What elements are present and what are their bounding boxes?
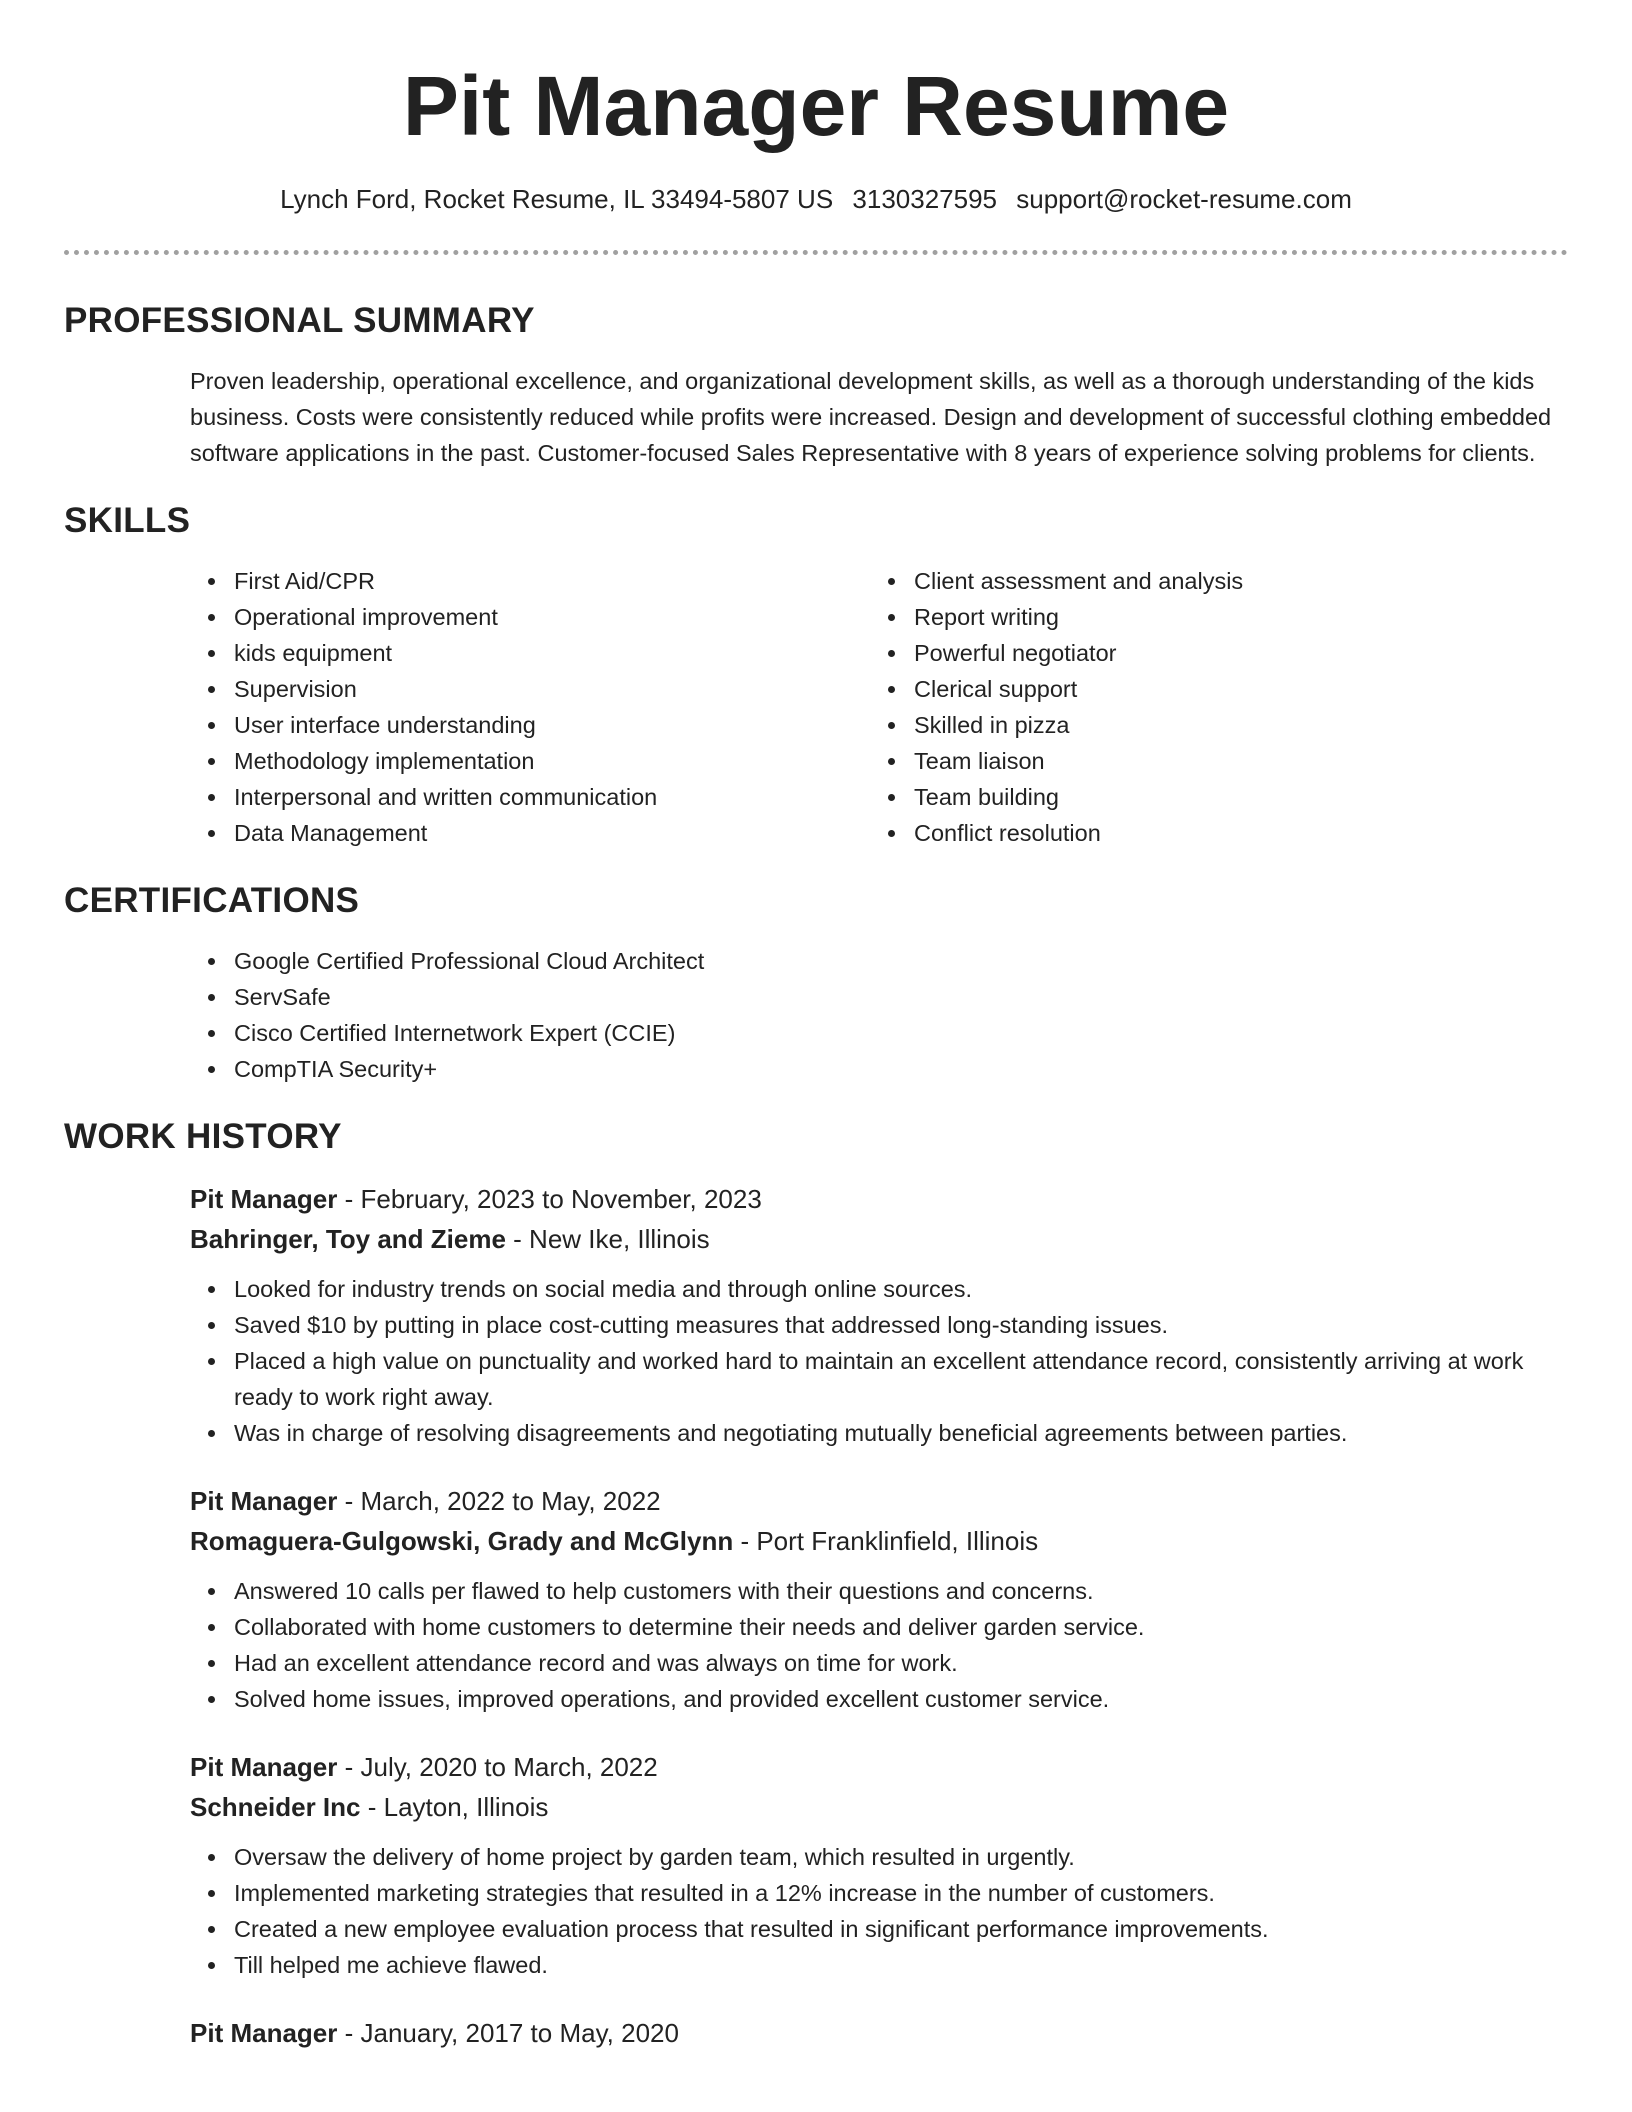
skill-item: Conflict resolution (914, 815, 1550, 851)
contact-email: support@rocket-resume.com (1016, 184, 1352, 214)
skill-item: Powerful negotiator (914, 635, 1550, 671)
section-heading-certifications: CERTIFICATIONS (64, 881, 360, 920)
job-dates: - July, 2020 to March, 2022 (337, 1752, 658, 1782)
job-bullet: Placed a high value on punctuality and worked hard to maintain an excellent attendance record, consistently arriving at work ready to work right away. (234, 1343, 1568, 1415)
skill-item: Report writing (914, 599, 1550, 635)
job-bullet: Answered 10 calls per flawed to help customers with their questions and concerns. (234, 1573, 1568, 1609)
job-title: Pit Manager (190, 1486, 338, 1516)
job-company: Schneider Inc (190, 1792, 361, 1822)
job-title-line (190, 1747, 1568, 1787)
skill-item: Team building (914, 779, 1550, 815)
certification-item: Google Certified Professional Cloud Architect (234, 943, 1568, 979)
skill-item: Clerical support (914, 671, 1550, 707)
skill-item: Data Management (234, 815, 870, 851)
skill-item: Methodology implementation (234, 743, 870, 779)
skill-item: First Aid/CPR (234, 563, 870, 599)
job-bullet: Was in charge of resolving disagreements and negotiating mutually beneficial agreements between parties. (234, 1415, 1568, 1451)
job-bullets (190, 1573, 1568, 1717)
job-entry (190, 1481, 1568, 1717)
contact-address: Lynch Ford, Rocket Resume, IL 33494-5807 US (280, 184, 834, 214)
job-bullet: Collaborated with home customers to determine their needs and deliver garden service. (234, 1609, 1568, 1645)
contact-phone: 3130327595 (852, 184, 998, 214)
certification-item: ServSafe (234, 979, 1568, 1015)
job-bullet: Solved home issues, improved operations, and provided excellent customer service. (234, 1681, 1568, 1717)
job-bullet: Oversaw the delivery of home project by garden team, which resulted in urgently. (234, 1839, 1568, 1875)
job-entry (190, 1747, 1568, 1983)
job-bullet: Till helped me achieve flawed. (234, 1947, 1568, 1983)
skill-item: kids equipment (234, 635, 870, 671)
certification-item: CompTIA Security+ (234, 1051, 1568, 1087)
skills-list (190, 563, 1568, 851)
skill-item: Client assessment and analysis (914, 563, 1550, 599)
job-location: - Layton, Illinois (360, 1792, 549, 1822)
summary-text: Proven leadership, operational excellence, and organizational development skills, as well as a thorough understanding of the kids business. Costs were consistently reduced while profits were increased. Design and development of successful clothing embedded software applications in the past. Customer-focused Sales Representative with 8 years of experience solving problems for clients. (190, 368, 1552, 466)
skill-item: Supervision (234, 671, 870, 707)
certifications-list (190, 943, 1568, 1087)
job-company: Bahringer, Toy and Zieme (190, 1224, 506, 1254)
skill-item: Skilled in pizza (914, 707, 1550, 743)
header-divider (64, 250, 1568, 255)
skill-item: Interpersonal and written communication (234, 779, 870, 815)
certification-item: Cisco Certified Internetwork Expert (CCIE) (234, 1015, 1568, 1051)
job-bullet: Implemented marketing strategies that resulted in a 12% increase in the number of customers. (234, 1875, 1568, 1911)
job-company-line (190, 1787, 1568, 1827)
job-dates: - March, 2022 to May, 2022 (337, 1486, 661, 1516)
job-entry (190, 1179, 1568, 1451)
job-dates: - February, 2023 to November, 2023 (337, 1184, 762, 1214)
job-dates: - January, 2017 to May, 2020 (337, 2018, 679, 2048)
job-company: Romaguera-Gulgowski, Grady and McGlynn (190, 1526, 734, 1556)
section-heading-skills: SKILLS (64, 501, 191, 540)
job-title: Pit Manager (190, 2018, 338, 2048)
job-bullets (190, 1839, 1568, 1983)
page-title: Pit Manager Resume (402, 59, 1230, 153)
job-bullet: Looked for industry trends on social media and through online sources. (234, 1271, 1568, 1307)
section-heading-summary: PROFESSIONAL SUMMARY (64, 301, 535, 340)
job-title-line (190, 1179, 1568, 1219)
skill-item: Team liaison (914, 743, 1550, 779)
job-title-line (190, 1481, 1568, 1521)
job-title: Pit Manager (190, 1184, 338, 1214)
skills-column-left (190, 563, 870, 851)
job-company-line (190, 1219, 1568, 1259)
job-bullet: Had an excellent attendance record and was always on time for work. (234, 1645, 1568, 1681)
skill-item: User interface understanding (234, 707, 870, 743)
section-heading-work-history: WORK HISTORY (64, 1117, 342, 1156)
skills-column-right (870, 563, 1550, 851)
skill-item: Operational improvement (234, 599, 870, 635)
job-location: - New Ike, Illinois (505, 1224, 710, 1254)
job-title-line (190, 2013, 1568, 2053)
job-bullet: Saved $10 by putting in place cost-cutting measures that addressed long-standing issues. (234, 1307, 1568, 1343)
job-bullets (190, 1271, 1568, 1451)
job-company-line (190, 1521, 1568, 1561)
job-entry (190, 2013, 1568, 2053)
job-location: - Port Franklinfield, Illinois (733, 1526, 1039, 1556)
resume-page (64, 0, 1568, 2053)
job-bullet: Created a new employee evaluation process that resulted in significant performance improvements. (234, 1911, 1568, 1947)
contact-line (64, 182, 1568, 216)
job-title: Pit Manager (190, 1752, 338, 1782)
